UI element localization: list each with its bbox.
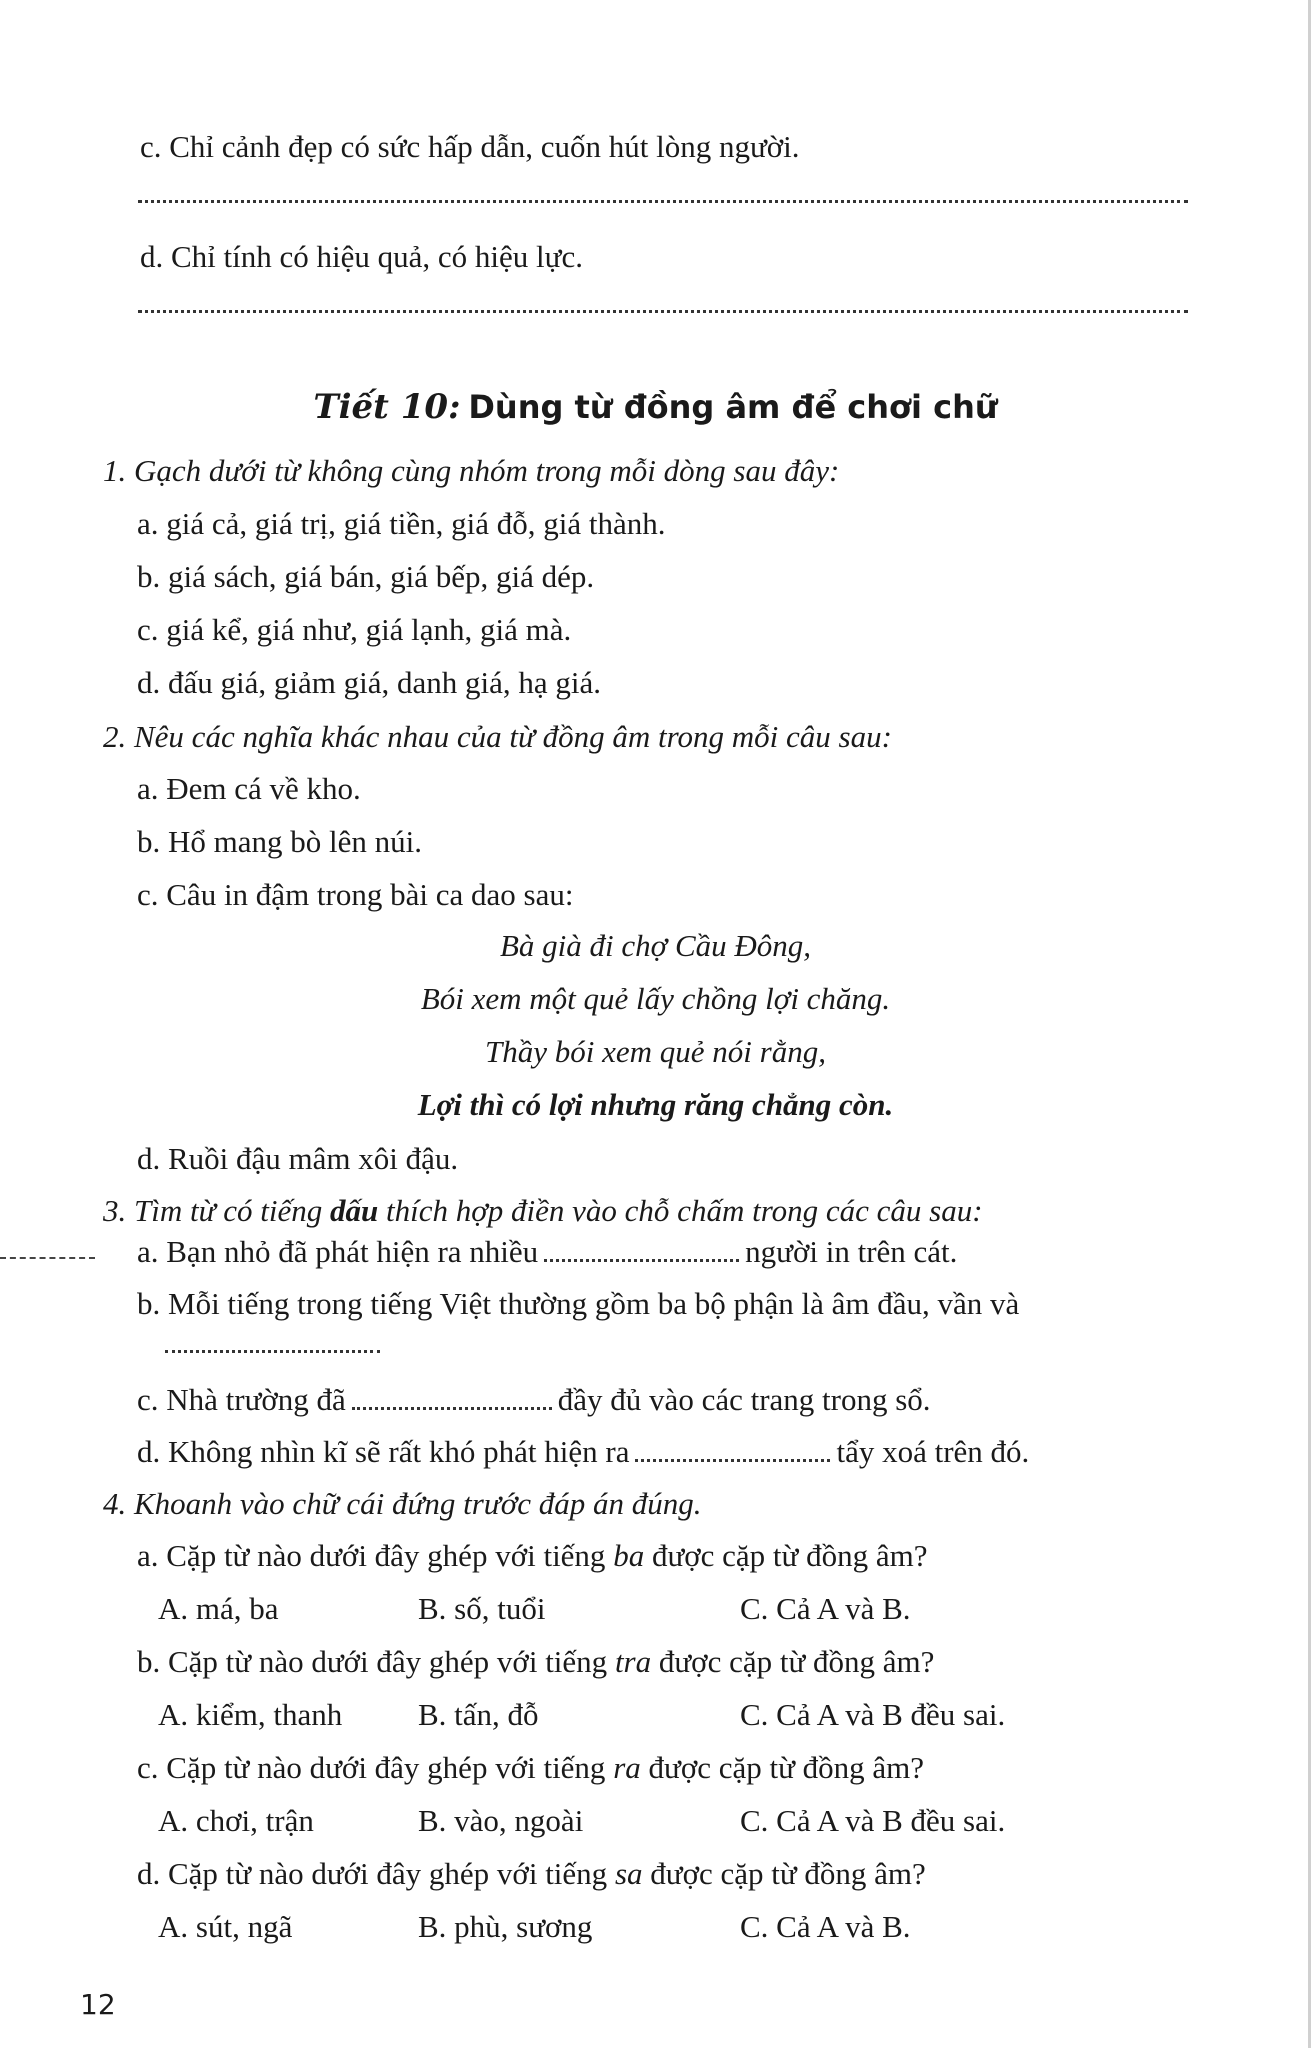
q4c-option-a: A. chơi, trận [158, 1803, 314, 1838]
q4b-option-b: B. tấn, đỗ [418, 1697, 539, 1732]
q3-item-a [137, 1233, 957, 1270]
q2-item-a: a. Đem cá về kho. [137, 771, 361, 806]
q2-item-b: b. Hổ mang bò lên núi. [137, 824, 422, 859]
q3-c-end: đầy đủ vào các trang trong sổ. [557, 1382, 931, 1417]
q4d-start: d. Cặp từ nào dưới đây ghép với tiếng [137, 1856, 615, 1891]
poem-line-1: Bà già đi chợ Cầu Đông, [499, 928, 812, 963]
q1-prompt: 1. Gạch dưới từ không cùng nhóm trong mỗi dòng sau đây: [103, 453, 840, 488]
q1-item-d: d. đấu giá, giảm giá, danh giá, hạ giá. [137, 665, 602, 700]
fill-blank [165, 1350, 380, 1353]
q4c-end: được cặp từ đồng âm? [640, 1750, 925, 1785]
q3-d-start: d. Không nhìn kĩ sẽ rất khó phát hiện ra [137, 1434, 630, 1469]
q4b-word: tra [614, 1644, 652, 1679]
margin-mark [0, 1257, 95, 1259]
q4c-word: ra [613, 1750, 641, 1785]
prev-item-d: d. Chỉ tính có hiệu quả, có hiệu lực. [140, 239, 583, 274]
q4d-option-c: C. Cả A và B. [740, 1909, 911, 1944]
q4a-option-a: A. má, ba [158, 1591, 279, 1626]
q4-prompt: 4. Khoanh vào chữ cái đứng trước đáp án đúng. [103, 1486, 702, 1521]
q3-c-start: c. Nhà trường đã [137, 1382, 346, 1417]
q4b-question [137, 1643, 934, 1680]
q4a-option-b: B. số, tuổi [418, 1591, 546, 1626]
poem-line-4-bold: Lợi thì có lợi nhưng răng chẳng còn. [417, 1087, 894, 1122]
prev-item-c: c. Chỉ cảnh đẹp có sức hấp dẫn, cuốn hút lòng người. [140, 129, 800, 164]
q4c-start: c. Cặp từ nào dưới đây ghép với tiếng [137, 1750, 614, 1785]
q4d-end: được cặp từ đồng âm? [642, 1856, 926, 1891]
q4a-start: a. Cặp từ nào dưới đây ghép với tiếng [137, 1538, 614, 1573]
q3-item-b: b. Mỗi tiếng trong tiếng Việt thường gồm ba bộ phận là âm đầu, vần và [137, 1286, 1020, 1321]
q3-item-d [137, 1433, 1029, 1470]
q4d-question [137, 1855, 926, 1892]
q3-keyword: dấu [330, 1193, 379, 1228]
q3-d-end: tẩy xoá trên đó. [836, 1434, 1030, 1469]
q2-prompt: 2. Nêu các nghĩa khác nhau của từ đồng âm trong mỗi câu sau: [103, 719, 892, 754]
q2-item-d: d. Ruồi đậu mâm xôi đậu. [137, 1141, 459, 1176]
q4a-option-c: C. Cả A và B. [740, 1591, 911, 1626]
q4a-question [137, 1537, 927, 1574]
q4a-word: ba [613, 1538, 645, 1573]
q4a-end: được cặp từ đồng âm? [644, 1538, 928, 1573]
q4c-question [137, 1749, 924, 1786]
lesson-title-text: Dùng từ đồng âm để chơi chữ [468, 388, 998, 426]
q4c-option-c: C. Cả A và B đều sai. [740, 1803, 1006, 1838]
lesson-title [0, 387, 1311, 428]
fill-blank [544, 1237, 739, 1262]
q3-a-end: người in trên cát. [745, 1234, 958, 1269]
q4c-option-b: B. vào, ngoài [418, 1803, 584, 1838]
fill-blank [635, 1437, 830, 1462]
q1-item-b: b. giá sách, giá bán, giá bếp, giá dép. [137, 559, 595, 594]
q3-prompt-start: 3. Tìm từ có tiếng [103, 1193, 331, 1228]
q3-prompt [103, 1192, 983, 1229]
fill-blank [352, 1385, 552, 1410]
q1-item-c: c. giá kể, giá như, giá lạnh, giá mà. [137, 612, 572, 647]
q2-item-c: c. Câu in đậm trong bài ca dao sau: [137, 877, 574, 912]
q4b-start: b. Cặp từ nào dưới đây ghép với tiếng [137, 1644, 615, 1679]
poem-line-2: Bói xem một quẻ lấy chồng lợi chăng. [420, 981, 891, 1016]
q4b-end: được cặp từ đồng âm? [651, 1644, 935, 1679]
page-number: 12 [80, 1988, 116, 2021]
q3-a-start: a. Bạn nhỏ đã phát hiện ra nhiều [137, 1234, 539, 1269]
answer-dotted-line [138, 200, 1188, 203]
lesson-label: Tiết 10: [313, 387, 461, 427]
q4d-option-a: A. sút, ngã [158, 1909, 293, 1944]
q4b-option-c: C. Cả A và B đều sai. [740, 1697, 1006, 1732]
poem-line-3: Thầy bói xem quẻ nói rằng, [485, 1034, 826, 1069]
answer-dotted-line [138, 310, 1188, 313]
q4b-option-a: A. kiểm, thanh [158, 1697, 343, 1732]
q1-item-a: a. giá cả, giá trị, giá tiền, giá đỗ, giá thành. [137, 506, 666, 541]
q3-prompt-end: thích hợp điền vào chỗ chấm trong các câu sau: [378, 1193, 983, 1228]
q4d-option-b: B. phù, sương [418, 1909, 593, 1944]
q4d-word: sa [614, 1856, 643, 1891]
q3-item-c [137, 1381, 931, 1418]
